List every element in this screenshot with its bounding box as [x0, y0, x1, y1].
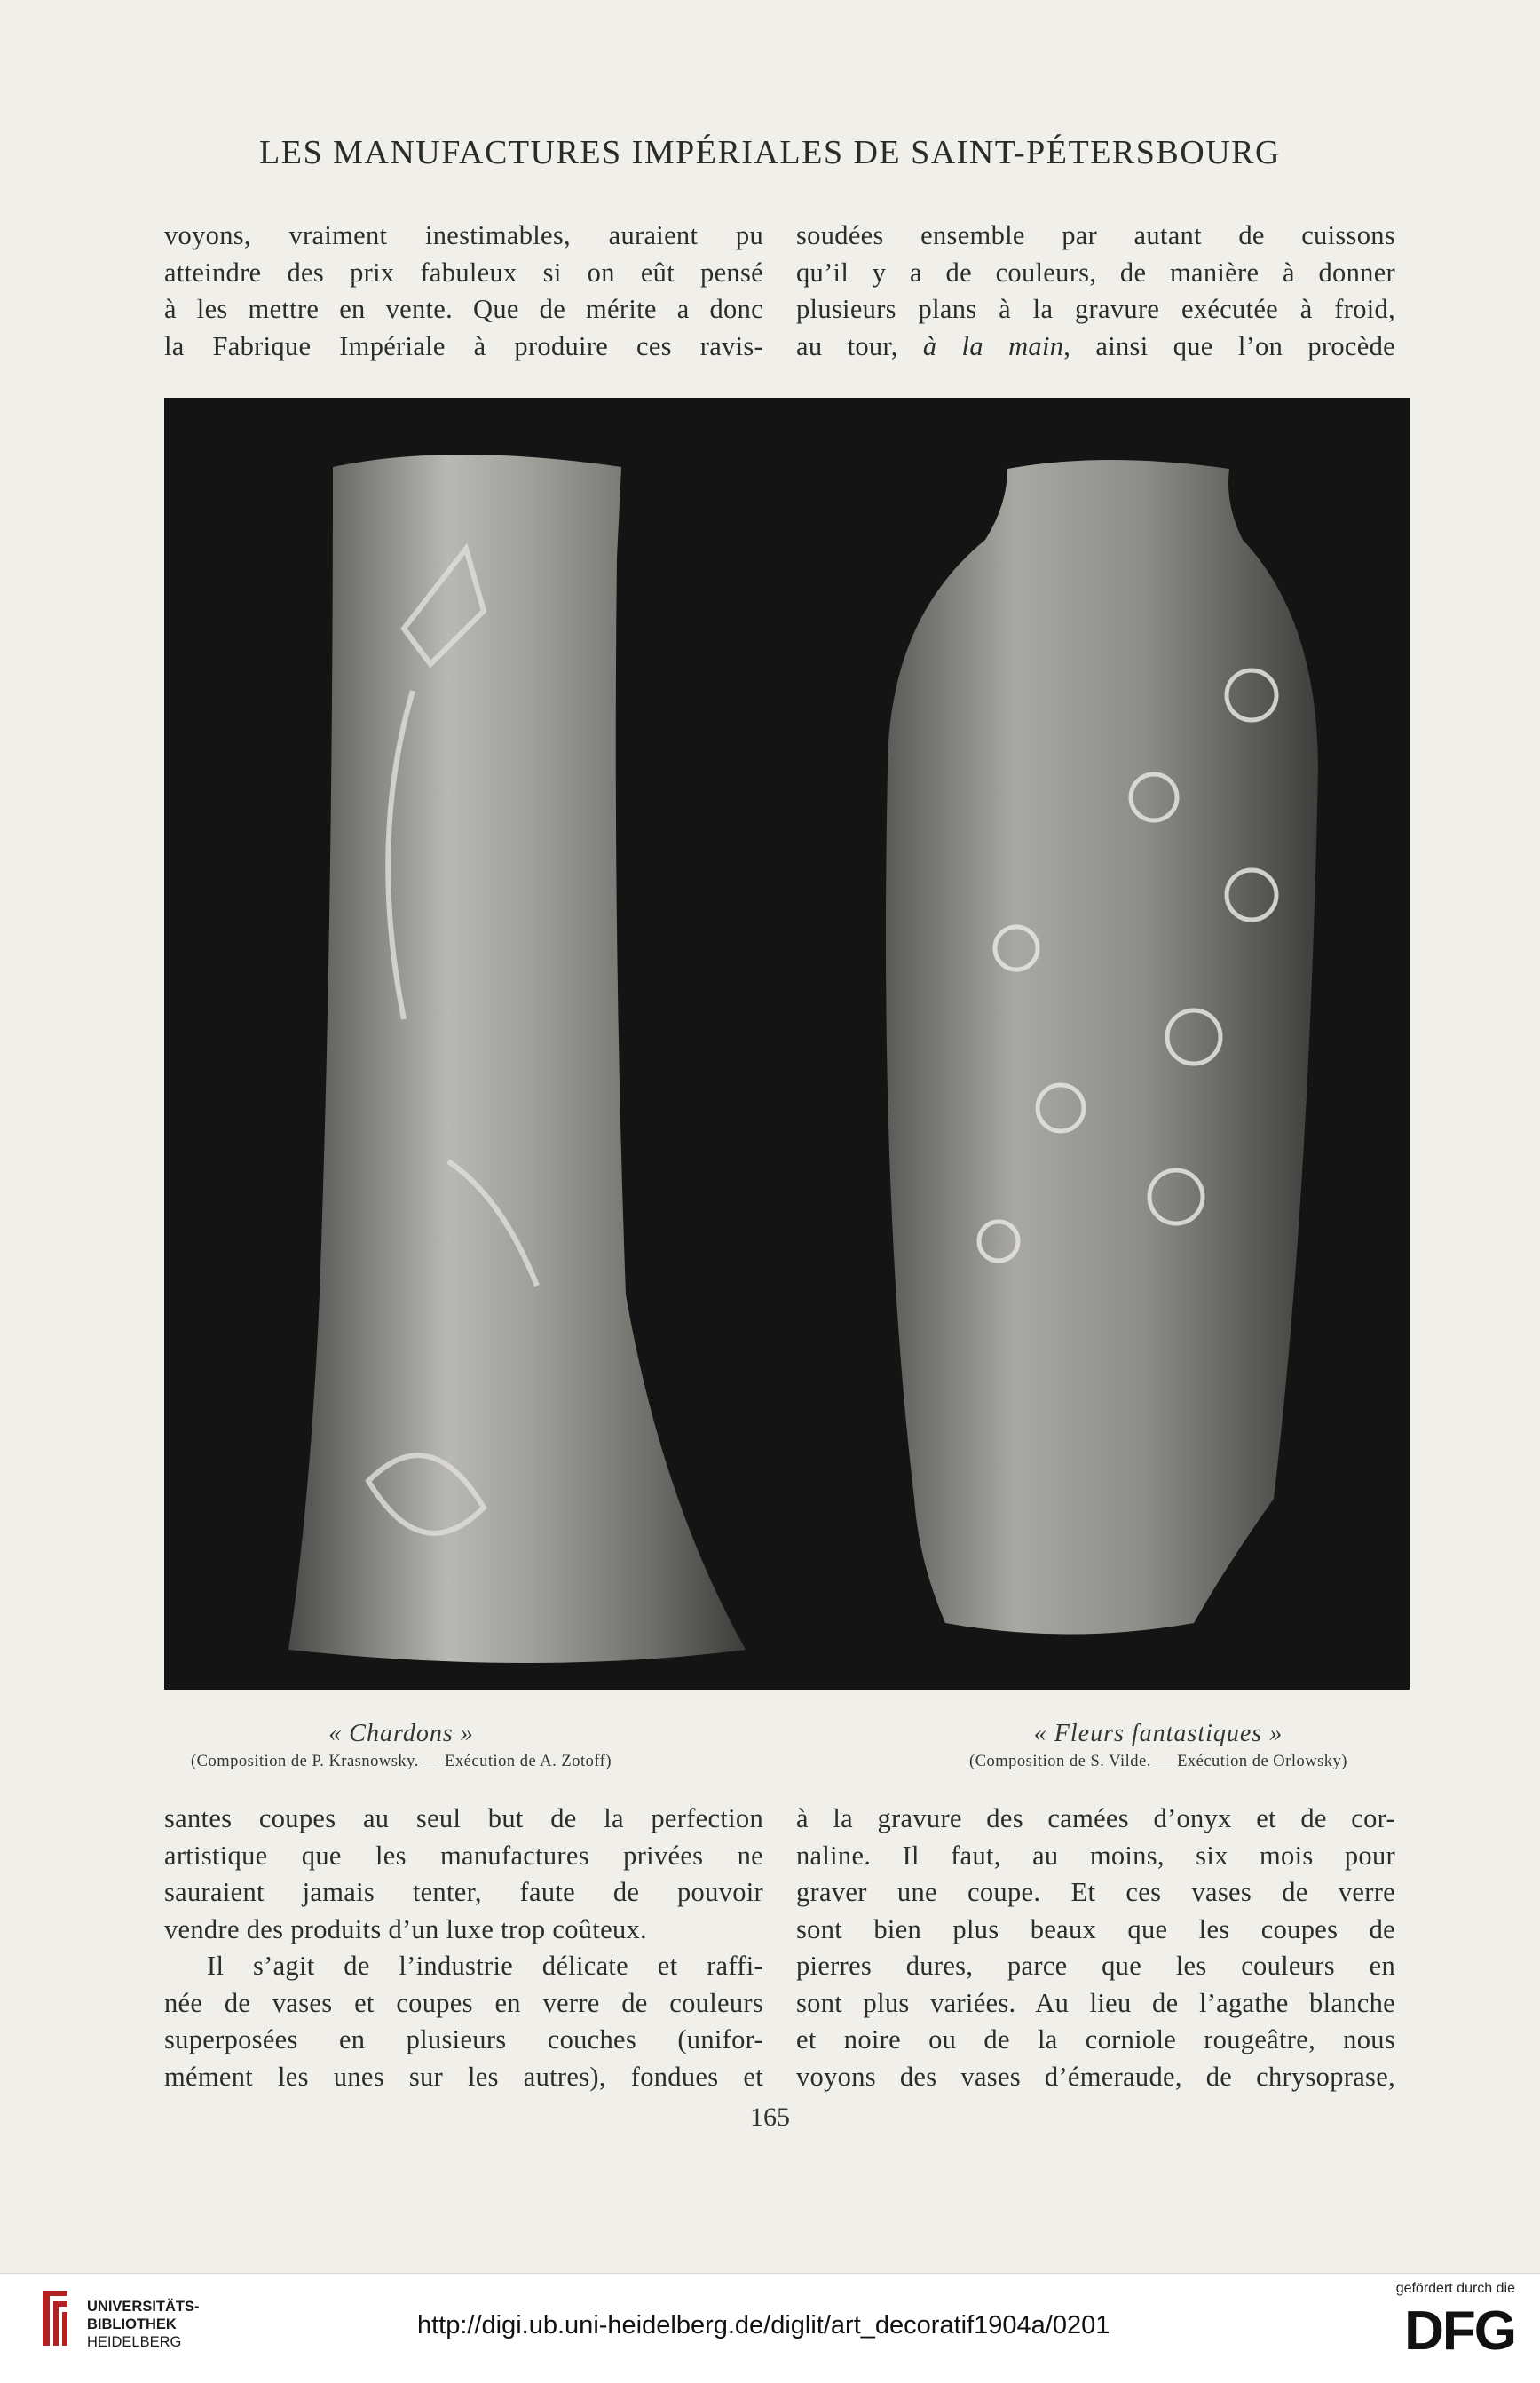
text-column-top-left	[164, 218, 763, 365]
caption-title: « Chardons »	[328, 1720, 474, 1747]
funding-notice	[1396, 2281, 1515, 2361]
text-line: voyons, vraiment inestimables, auraient pu	[164, 220, 763, 250]
caption-title: « Fleurs fantastiques »	[1033, 1720, 1283, 1747]
text-line: naline. Il faut, au moins, six mois pour	[796, 1840, 1395, 1871]
text-line: santes coupes au seul but de la perfection	[164, 1803, 763, 1833]
text-line: artistique que les manufactures privées ne	[164, 1840, 763, 1871]
library-logo-icon	[37, 2287, 73, 2351]
permalink[interactable]: http://digi.ub.uni-heidelberg.de/diglit/art_decoratif1904a/0201	[417, 2311, 1110, 2339]
fleurs-fantastiques-vase	[886, 460, 1318, 1635]
text-line	[796, 329, 1395, 366]
caption-chardons	[91, 1718, 712, 1773]
running-head: LES MANUFACTURES IMPÉRIALES DE SAINT-PÉTERSBOURG	[259, 134, 1281, 171]
page-number: 165	[750, 2102, 790, 2132]
caption-fleurs-fantastiques	[848, 1718, 1469, 1773]
text-fragment: , ainsi que l’on procède	[1063, 330, 1395, 361]
text-line: la Fabrique Impériale à produire ces ravis-	[164, 330, 763, 361]
text-line: à la gravure des camées d’onyx et de cor-	[796, 1803, 1395, 1833]
text-line: graver une coupe. Et ces vases de verre	[796, 1877, 1395, 1907]
library-name-line: BIBLIOTHEK	[87, 2316, 177, 2332]
vase-photograph	[164, 398, 1410, 1690]
text-line: sont bien plus beaux que les coupes de	[796, 1913, 1395, 1944]
text-line: et noire ou de la corniole rougeâtre, nous	[796, 2024, 1395, 2054]
text-line: qu’il y a de couleurs, de manière à donner	[796, 257, 1395, 288]
library-name-line: UNIVERSITÄTS-	[87, 2299, 200, 2315]
caption-credit: (Composition de S. Vilde. — Exécution de Orlowsky)	[969, 1753, 1347, 1770]
text-column-bottom-right	[796, 1801, 1395, 2095]
text-fragment: au tour,	[796, 330, 923, 361]
dfg-logo: DFG	[1404, 2300, 1515, 2362]
text-line: à les mettre en vente. Que de mérite a donc	[164, 294, 763, 324]
text-line: plusieurs plans à la gravure exécutée à froid,	[796, 294, 1395, 324]
text-line: vendre des produits d’un luxe trop coûteux.	[164, 1913, 647, 1944]
text-line: superposées en plusieurs couches (unifor-	[164, 2024, 763, 2054]
funded-label: gefördert durch die	[1395, 2281, 1515, 2296]
text-line: sauraient jamais tenter, faute de pouvoir	[164, 1877, 763, 1907]
text-column-bottom-left	[164, 1801, 763, 2095]
text-line: atteindre des prix fabuleux si on eût pensé	[164, 257, 763, 288]
vases-illustration	[164, 398, 1410, 1690]
text-line: pierres dures, parce que les couleurs en	[796, 1951, 1395, 1981]
italic-phrase: à la main	[922, 330, 1064, 361]
text-column-top-right	[796, 218, 1395, 365]
text-line: née de vases et coupes en verre de couleurs	[164, 1987, 763, 2018]
text-line: sont plus variées. Au lieu de l’agathe blanche	[796, 1987, 1395, 2018]
chardons-vase	[288, 455, 746, 1663]
text-line: voyons des vases d’émeraude, de chrysoprase,	[796, 2061, 1395, 2092]
text-line: mément les unes sur les autres), fondues et	[164, 2061, 763, 2092]
caption-credit: (Composition de P. Krasnowsky. — Exécution de A. Zotoff)	[190, 1753, 612, 1770]
text-line: soudées ensemble par autant de cuissons	[796, 220, 1395, 250]
library-name	[87, 2298, 200, 2351]
text-line: Il s’agit de l’industrie délicate et raffi-	[207, 1951, 763, 1981]
library-name-line: HEIDELBERG	[87, 2334, 182, 2350]
